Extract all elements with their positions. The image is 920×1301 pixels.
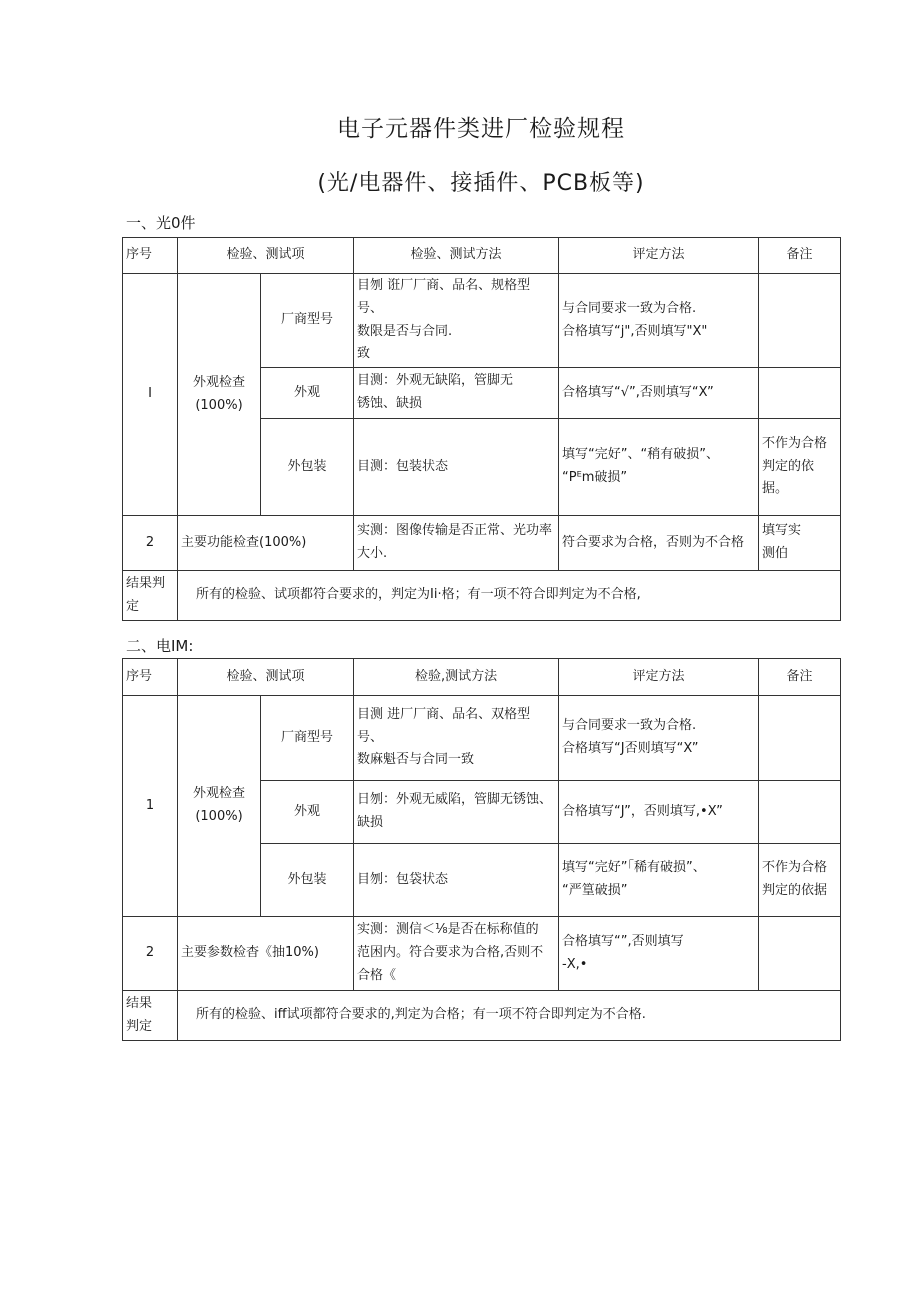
sub-item-name: 外观 — [261, 368, 354, 419]
sub-item-evaluation: 填写“完好”、“稍有破损”、 “Pᴱm破损” — [559, 419, 759, 516]
section1-table — [122, 237, 841, 621]
row-method: 实测：测信＜⅛是否在标称值的 范困内。符合要求为合格,否则不 合格《 — [354, 917, 559, 991]
table-header-row — [123, 659, 841, 696]
header-method: 检验,测试方法 — [354, 659, 559, 696]
row-remark: 填写实 测伯 — [759, 516, 841, 571]
sub-item-remark — [759, 368, 841, 419]
sub-item-name: 外包装 — [261, 419, 354, 516]
sub-item-remark — [759, 781, 841, 844]
sub-item-name: 外观 — [261, 781, 354, 844]
table-row — [123, 516, 841, 571]
row-method: 实测：图像传输是否正常、光功率 大小. — [354, 516, 559, 571]
sub-item-method: 目测：包装状态 — [354, 419, 559, 516]
sub-item-evaluation: 与合同要求一致为合格. 合格填写“J否则填写“X” — [559, 696, 759, 781]
sub-item-evaluation: 合格填写“√”,否则填写“X” — [559, 368, 759, 419]
header-evaluation: 评定方法 — [559, 659, 759, 696]
section2-heading: 二、电IM: — [126, 637, 194, 655]
result-row — [123, 991, 841, 1041]
header-evaluation: 评定方法 — [559, 238, 759, 274]
table-row — [123, 917, 841, 991]
sub-item-method: 目测 进厂厂商、品名、双格型号、 数麻魁否与合同一致 — [354, 696, 559, 781]
sub-item-method: 目刎：包袋状态 — [354, 844, 559, 917]
sub-item-evaluation: 填写“完好”「稀有破损”、 “严篁破损” — [559, 844, 759, 917]
header-remark: 备注 — [759, 238, 841, 274]
header-item: 检验、测试项 — [178, 659, 354, 696]
sub-item-evaluation: 与合同要求一致为合格. 合格填写“j",否则填写"X" — [559, 274, 759, 368]
row-index: 1 — [123, 696, 178, 917]
row-item: 主要功能检查(100%) — [178, 516, 354, 571]
header-remark: 备注 — [759, 659, 841, 696]
result-text: 所有的检验、iff试项都符合要求的,判定为合格；有一项不符合即判定为不合格. — [178, 991, 841, 1041]
sub-item-remark: 不作为合格 判定的依据 — [759, 844, 841, 917]
header-method: 检验、测试方法 — [354, 238, 559, 274]
sub-item-remark — [759, 274, 841, 368]
table-row — [123, 696, 841, 781]
sub-item-name: 外包装 — [261, 844, 354, 917]
sub-item-remark: 不作为合格 判定的依 据。 — [759, 419, 841, 516]
sub-item-evaluation: 合格填写“J”，否则填写,•X” — [559, 781, 759, 844]
row-remark — [759, 917, 841, 991]
row-item: 外观检查 (100%) — [178, 696, 261, 917]
result-text: 所有的检验、试项都符合要求的，判定为Ii·格；有一项不符合即判定为不合格, — [178, 571, 841, 621]
document-subtitle: (光/电器件、接插件、PCB板等) — [317, 171, 645, 196]
row-evaluation: 符合要求为合格，否则为不合格 — [559, 516, 759, 571]
sub-item-name: 厂商型号 — [261, 696, 354, 781]
header-item: 检验、测试项 — [178, 238, 354, 274]
row-item: 主要参数检杳《抽10%) — [178, 917, 354, 991]
row-item: 外观检查 (100%) — [178, 274, 261, 516]
result-row — [123, 571, 841, 621]
table-header-row — [123, 238, 841, 274]
row-index: 2 — [123, 917, 178, 991]
result-label: 结果判 定 — [123, 571, 178, 621]
section2-table — [122, 658, 841, 1041]
row-index: 2 — [123, 516, 178, 571]
row-index: I — [123, 274, 178, 516]
row-evaluation: 合格填写“”,否则填写 -X,• — [559, 917, 759, 991]
document-title: 电子元器件类进厂检验规程 — [337, 116, 625, 142]
sub-item-remark — [759, 696, 841, 781]
sub-item-method: 日刎：外观无威陷，管脚无锈蚀、 缺损 — [354, 781, 559, 844]
section1-heading: 一、光0件 — [126, 214, 196, 232]
table-row — [123, 274, 841, 368]
header-index: 序号 — [123, 659, 178, 696]
header-index: 序号 — [123, 238, 178, 274]
sub-item-method: 目刎 诳厂厂商、品名、规格型号、 数限是否与合同. 致 — [354, 274, 559, 368]
sub-item-method: 目测：外观无缺陷，管脚无 锈蚀、缺损 — [354, 368, 559, 419]
result-label: 结果 判定 — [123, 991, 178, 1041]
sub-item-name: 厂商型号 — [261, 274, 354, 368]
